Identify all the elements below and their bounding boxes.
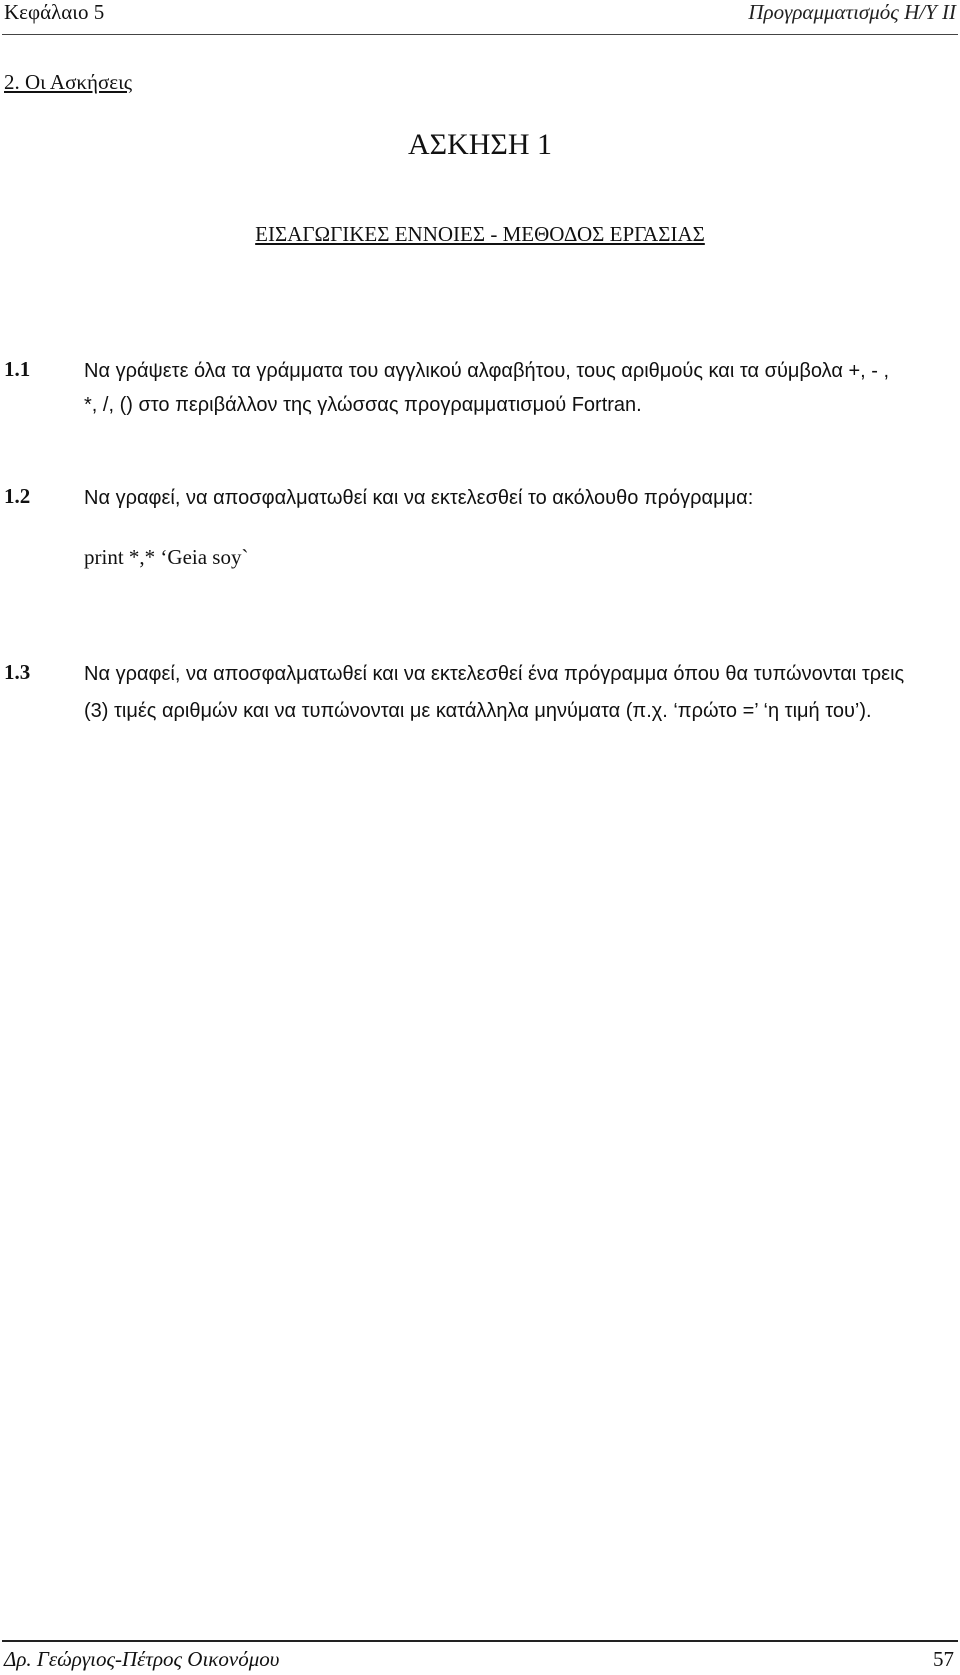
program-code-line: print *,* ‘Geia soy` — [84, 545, 249, 569]
exercise-title: ΑΣΚΗΣΗ 1 — [407, 128, 553, 161]
section-heading: 2. Οι Ασκήσεις — [4, 70, 133, 94]
exercise-text-line: (3) τιμές αριθμών και να τυπώνονται με κατάλληλα μηνύματα (π.χ. ‘πρώτο =’ ‘η τιμή του’). — [84, 700, 872, 722]
exercise-text-line: *, /, () στο περιβάλλον της γλώσσας προγραμματισμού Fortran. — [84, 394, 642, 416]
exercise-number: 1.2 — [4, 484, 31, 508]
footer-divider — [2, 1640, 958, 1642]
running-header-chapter: Κεφάλαιο 5 — [4, 0, 105, 24]
exercise-subtitle: ΕΙΣΑΓΩΓΙΚΕΣ ΕΝΝΟΙΕΣ - ΜΕΘΟΔΟΣ ΕΡΓΑΣΙΑΣ — [255, 222, 705, 246]
running-header-course: Προγραμματισμός Η/Υ ΙΙ — [748, 0, 956, 24]
header-divider — [2, 34, 958, 35]
exercise-text-line: Να γραφεί, να αποσφαλματωθεί και να εκτελεσθεί το ακόλουθο πρόγραμμα: — [84, 487, 754, 509]
footer-author: Δρ. Γεώργιος-Πέτρος Οικονόμου — [4, 1647, 280, 1671]
exercise-text-line: Να γραφεί, να αποσφαλματωθεί και να εκτελεσθεί ένα πρόγραμμα όπου θα τυπώνονται τρεις — [84, 663, 905, 685]
exercise-text-line: Να γράψετε όλα τα γράμματα του αγγλικού αλφαβήτου, τους αριθμούς και τα σύμβολα +, - , — [84, 360, 890, 382]
exercise-number: 1.1 — [4, 357, 31, 381]
exercise-number: 1.3 — [4, 660, 31, 684]
page-number: 57 — [933, 1647, 954, 1671]
